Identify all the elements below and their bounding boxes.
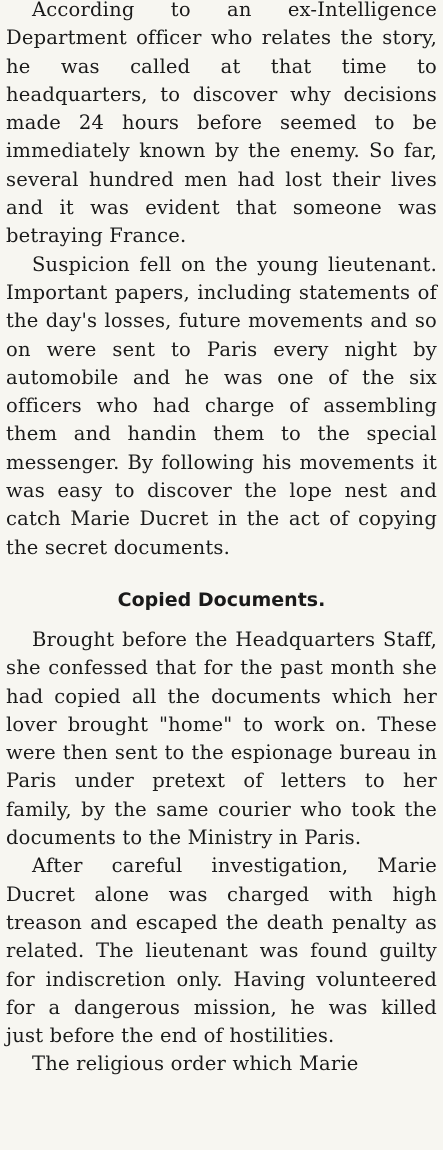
- paragraph-confession: Brought before the Headquarters Staff, she confessed that for the past month she had copied all the documents which her lover brought "home" to work on. These were then sent to the espionage bureau in Paris under pretext of letters to her family, by the same courier who took the documents to the Ministry in Paris.: [6, 627, 437, 850]
- paragraph-investigation: After careful investigation, Marie Ducret alone was charged with high treason and escaped the death penalty as related. The lieutenant was found guilty for indiscretion only. Having volunteered for a dangerous mission, he was killed just before the end of hostilities.: [6, 854, 437, 1048]
- paragraph-suspicion: Suspicion fell on the young lieutenant. Important papers, including statements of the day's losses, future movements and so on were sent to Paris every night by automobile and he was one of the six officers who had charge of assembling them and handin them to the special messenger. By following his movements it was easy to discover the lope nest and catch Marie Ducret in the act of copying the secret documents.: [6, 252, 437, 559]
- paragraph-officer-account: According to an ex-Intelligence Department officer who relates the story, he was called at that time to headquarters, to discover why decisions made 24 hours before seemed to be immediately known by the enemy. So far, several hundred men had lost their lives and it was evident that someone was betraying France.: [6, 0, 437, 248]
- subheading: Copied Documents.: [117, 588, 326, 611]
- paragraph-religious-order: The religious order which Marie: [32, 1052, 359, 1076]
